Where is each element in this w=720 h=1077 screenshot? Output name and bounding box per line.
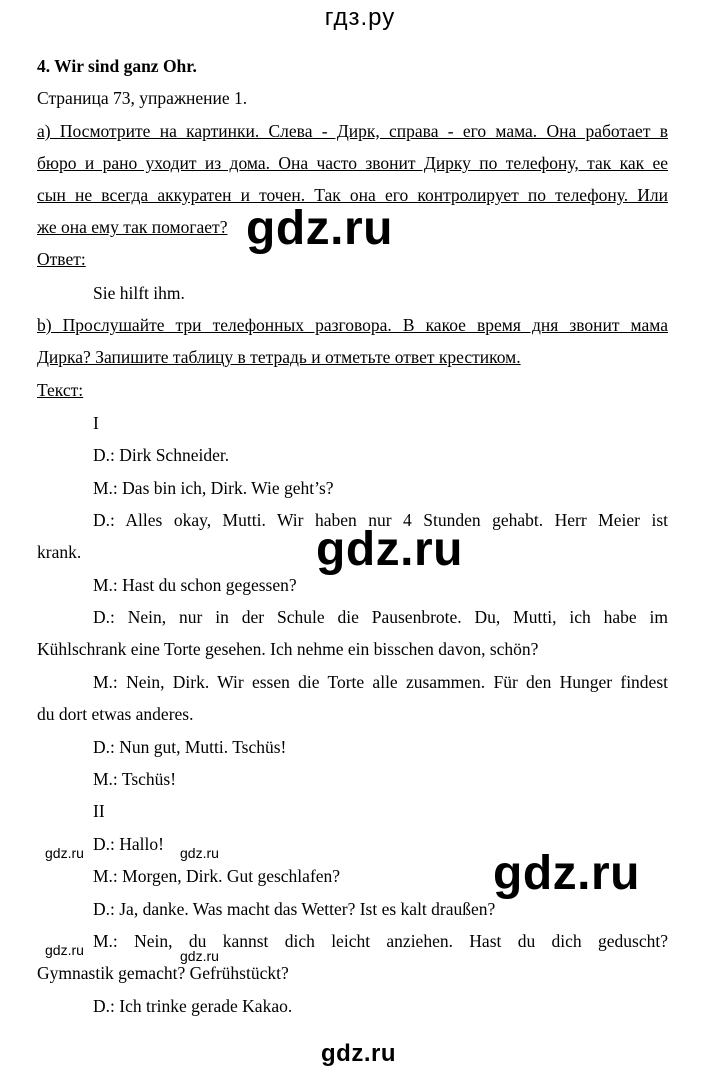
dialogue-line: D.: Ich trinke gerade Kakao. (93, 996, 293, 1016)
dialogue-part-1: I (93, 413, 99, 433)
dialogue-line: M.: Nein, Dirk. Wir essen die Torte alle zusammen. Für den Hunger findest (93, 672, 668, 692)
watermark: gdz.ru (45, 845, 84, 861)
watermark: gdz.ru (246, 202, 393, 255)
watermark: gdz.ru (493, 847, 640, 900)
answer-text: Sie hilft ihm. (93, 283, 185, 303)
dialogue-line: D.: Dirk Schneider. (93, 445, 230, 465)
task-a-line-2: бюро и рано уходит из дома. Она часто звонит Дирку по телефону, так как ее (37, 153, 668, 173)
dialogue-line: M.: Hast du schon gegessen? (93, 575, 297, 595)
dialogue-line: D.: Alles okay, Mutti. Wir haben nur 4 Stunden gehabt. Herr Meier ist (93, 510, 668, 530)
answer-label: Ответ: (37, 249, 86, 269)
watermark: gdz.ru (45, 942, 84, 958)
text-label: Текст: (37, 380, 84, 400)
dialogue-line-cont: Gymnastik gemacht? Gefrühstückt? (37, 963, 289, 983)
dialogue-line-cont: du dort etwas anderes. (37, 704, 194, 724)
dialogue-line: D.: Nun gut, Mutti. Tschüs! (93, 737, 287, 757)
watermark: gdz.ru (316, 523, 463, 576)
task-b-line-2: Дирка? Запишите таблицу в тетрадь и отметьте ответ крестиком. (37, 347, 521, 367)
task-a-line-1: а) Посмотрите на картинки. Слева - Дирк, справа - его мама. Она работает в (37, 121, 668, 141)
dialogue-line: M.: Tschüs! (93, 769, 177, 789)
watermark: gdz.ru (180, 845, 219, 861)
dialogue-line: D.: Nein, nur in der Schule die Pausenbrote. Du, Mutti, ich habe im (93, 607, 668, 627)
dialogue-part-2: II (93, 801, 105, 821)
dialogue-line: D.: Hallo! (93, 834, 164, 854)
page-reference: Страница 73, упражнение 1. (37, 88, 248, 108)
task-a-line-4: же она ему так помогает? (37, 217, 228, 237)
dialogue-line-cont: Kühlschrank eine Torte gesehen. Ich nehme ein bisschen davon, schön? (37, 639, 539, 659)
watermark: gdz.ru (180, 948, 219, 964)
dialogue-line-cont: krank. (37, 542, 82, 562)
watermark-footer: gdz.ru (321, 1040, 396, 1067)
site-header[interactable]: гдз.ру (324, 4, 396, 31)
dialogue-line: D.: Ja, danke. Was macht das Wetter? Ist es kalt draußen? (93, 899, 496, 919)
section-title: 4. Wir sind ganz Ohr. (37, 56, 197, 76)
dialogue-line: M.: Das bin ich, Dirk. Wie geht’s? (93, 478, 334, 498)
task-b-line-1: b) Прослушайте три телефонных разговора. В какое время дня звонит мама (37, 315, 668, 335)
dialogue-line: M.: Morgen, Dirk. Gut geschlafen? (93, 866, 341, 886)
dialogue-line: M.: Nein, du kannst dich leicht anziehen. Hast du dich geduscht? (93, 931, 668, 951)
task-a-line-3: сын не всегда аккуратен и точен. Так она его контролирует по телефону. Или (37, 185, 668, 205)
